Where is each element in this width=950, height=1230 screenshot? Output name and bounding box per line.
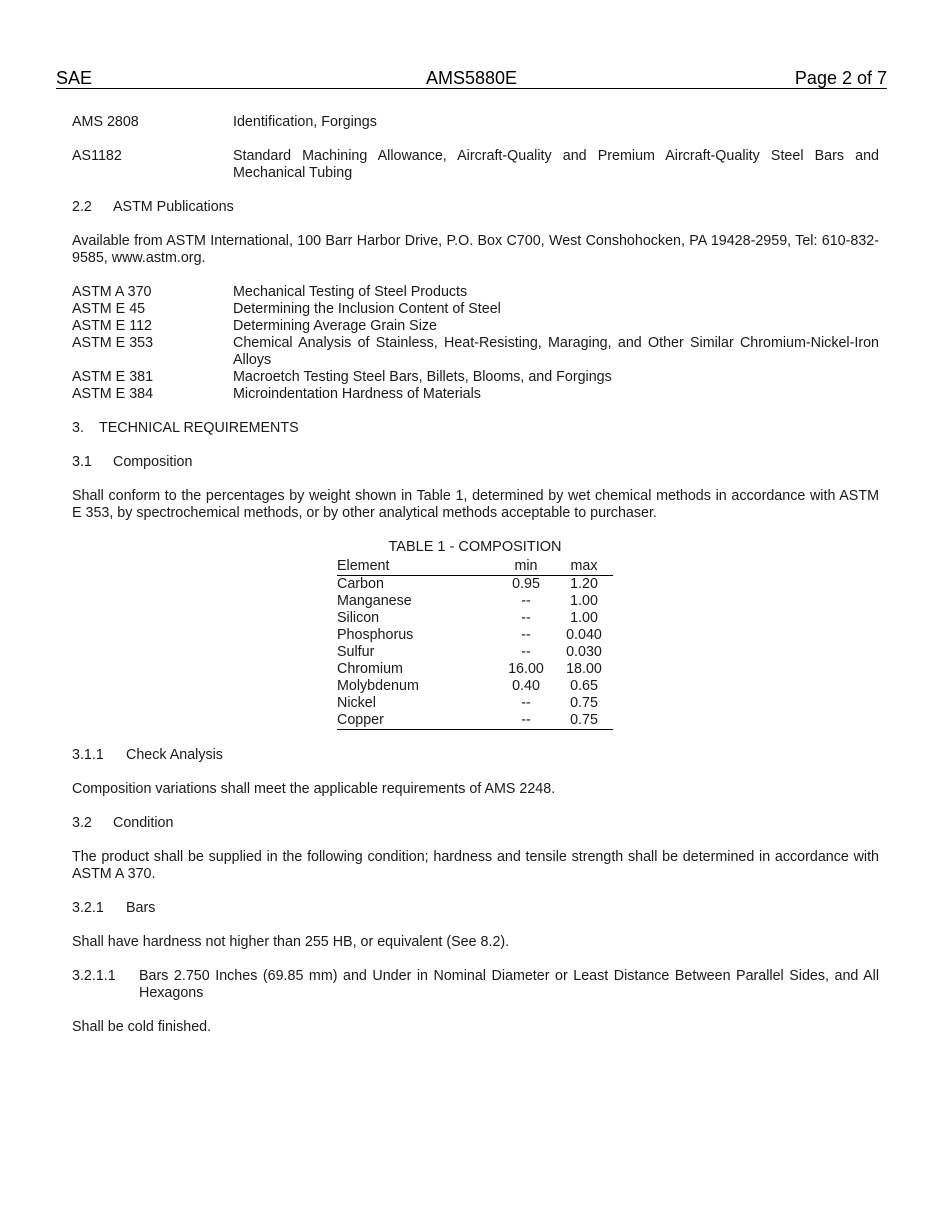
section-heading-3-2: [72, 815, 879, 832]
astm-availability-paragraph: Available from ASTM International, 100 Barr Harbor Drive, P.O. Box C700, West Conshohocken, PA 19428-2959, Tel: 610-832-9585, www.astm.org.: [72, 233, 879, 266]
astm-reference-list: [72, 284, 879, 403]
reference-entry: [72, 284, 879, 301]
min-cell: 16.00: [508, 661, 544, 677]
reference-entry: [72, 114, 879, 131]
section-number: 3.: [72, 420, 84, 436]
max-cell: 1.00: [570, 593, 598, 609]
min-cell: 0.40: [512, 678, 540, 694]
reference-title: Macroetch Testing Steel Bars, Billets, Blooms, and Forgings: [233, 369, 612, 385]
max-cell: 1.00: [570, 610, 598, 626]
section-title: Composition: [113, 454, 193, 470]
table-row: [337, 627, 613, 644]
min-cell: --: [497, 712, 555, 730]
header-page-number: Page 2 of 7: [794, 68, 887, 88]
section-title: Bars: [126, 900, 156, 916]
section-heading-3-1-1: [72, 747, 879, 764]
section-title: Condition: [113, 815, 174, 831]
reference-title: Chemical Analysis of Stainless, Heat-Resisting, Maraging, and Other Similar Chromium-Nickel-Iron Alloys: [233, 335, 879, 368]
section-number: 2.2: [72, 199, 92, 215]
page-header: [56, 68, 887, 89]
min-cell: --: [521, 644, 531, 660]
min-cell: --: [521, 695, 531, 711]
column-header-min: min: [497, 558, 555, 576]
section-title: Bars 2.750 Inches (69.85 mm) and Under in Nominal Diameter or Least Distance Between Parallel Sides, and All Hexagons: [139, 968, 879, 1001]
header-doc-number: AMS5880E: [425, 68, 518, 88]
reference-code: ASTM E 112: [72, 318, 152, 334]
min-cell: --: [521, 627, 531, 643]
table-header-row: [337, 558, 613, 576]
max-cell: 0.030: [566, 644, 602, 660]
element-cell: Chromium: [337, 661, 403, 677]
table-row: [337, 661, 613, 678]
column-header-max: max: [555, 558, 613, 576]
reference-title: Determining the Inclusion Content of Steel: [233, 301, 501, 317]
condition-paragraph: The product shall be supplied in the following condition; hardness and tensile strength shall be determined in accordance with ASTM A 370.: [72, 849, 879, 882]
section-heading-3-2-1: [72, 900, 879, 917]
section-title: ASTM Publications: [113, 199, 234, 215]
section-heading-3-2-1-1: [72, 968, 879, 1002]
element-cell: Molybdenum: [337, 678, 419, 694]
table-row: [337, 712, 613, 730]
reference-entry: [72, 148, 879, 182]
min-cell: --: [521, 593, 531, 609]
reference-code: ASTM E 45: [72, 301, 146, 317]
reference-entry: [72, 301, 879, 318]
bars-paragraph: Shall have hardness not higher than 255 HB, or equivalent (See 8.2).: [72, 934, 510, 950]
element-cell: Silicon: [337, 610, 380, 626]
element-cell: Nickel: [337, 695, 376, 711]
section-number: 3.2.1.1: [72, 968, 116, 984]
section-number: 3.2.1: [72, 900, 104, 916]
table-title: TABLE 1 - COMPOSITION: [388, 539, 562, 555]
max-cell: 1.20: [570, 576, 598, 592]
composition-table-block: [337, 539, 613, 730]
reference-entry: [72, 369, 879, 386]
min-cell: 0.95: [512, 576, 540, 592]
max-cell: 0.65: [570, 678, 598, 694]
reference-code: ASTM A 370: [72, 284, 152, 300]
max-cell: 18.00: [566, 661, 602, 677]
max-cell: 0.75: [555, 712, 613, 730]
max-cell: 0.75: [570, 695, 598, 711]
reference-code: AS1182: [72, 148, 122, 164]
max-cell: 0.040: [566, 627, 602, 643]
cold-finished-paragraph: Shall be cold finished.: [72, 1019, 212, 1035]
element-cell: Manganese: [337, 593, 412, 609]
min-cell: --: [521, 610, 531, 626]
section-heading-3-1: [72, 454, 879, 471]
composition-table: [337, 558, 613, 730]
document-body: [72, 114, 879, 1053]
reference-code: AMS 2808: [72, 114, 139, 130]
table-row: [337, 644, 613, 661]
reference-title: Determining Average Grain Size: [233, 318, 437, 334]
reference-entry: [72, 318, 879, 335]
element-cell: Sulfur: [337, 644, 375, 660]
table-row: [337, 576, 613, 594]
section-number: 3.2: [72, 815, 92, 831]
reference-code: ASTM E 353: [72, 335, 154, 351]
section-title: Check Analysis: [126, 747, 223, 763]
table-row: [337, 593, 613, 610]
table-row: [337, 678, 613, 695]
reference-code: ASTM E 384: [72, 386, 154, 402]
section-heading-2-2: [72, 199, 879, 216]
reference-title: Standard Machining Allowance, Aircraft-Quality and Premium Aircraft-Quality Steel Bars and Mechanical Tubing: [233, 148, 879, 181]
table-row: [337, 695, 613, 712]
element-cell: Copper: [337, 712, 497, 730]
element-cell: Phosphorus: [337, 627, 414, 643]
section-heading-3: [72, 420, 879, 437]
check-analysis-paragraph: Composition variations shall meet the applicable requirements of AMS 2248.: [72, 781, 556, 797]
column-header-element: Element: [337, 558, 497, 576]
composition-paragraph: Shall conform to the percentages by weight shown in Table 1, determined by wet chemical methods in accordance with ASTM E 353, by spectrochemical methods, or by other analytical methods acceptable to purchaser.: [72, 488, 879, 521]
section-title: TECHNICAL REQUIREMENTS: [99, 420, 299, 436]
section-number: 3.1.1: [72, 747, 104, 763]
element-cell: Carbon: [337, 576, 384, 592]
reference-code: ASTM E 381: [72, 369, 154, 385]
header-org: SAE: [56, 68, 93, 88]
reference-entry: [72, 386, 879, 403]
reference-entry: [72, 335, 879, 369]
section-number: 3.1: [72, 454, 92, 470]
reference-title: Mechanical Testing of Steel Products: [233, 284, 468, 300]
reference-title: Identification, Forgings: [233, 114, 377, 130]
table-row: [337, 610, 613, 627]
reference-title: Microindentation Hardness of Materials: [233, 386, 481, 402]
